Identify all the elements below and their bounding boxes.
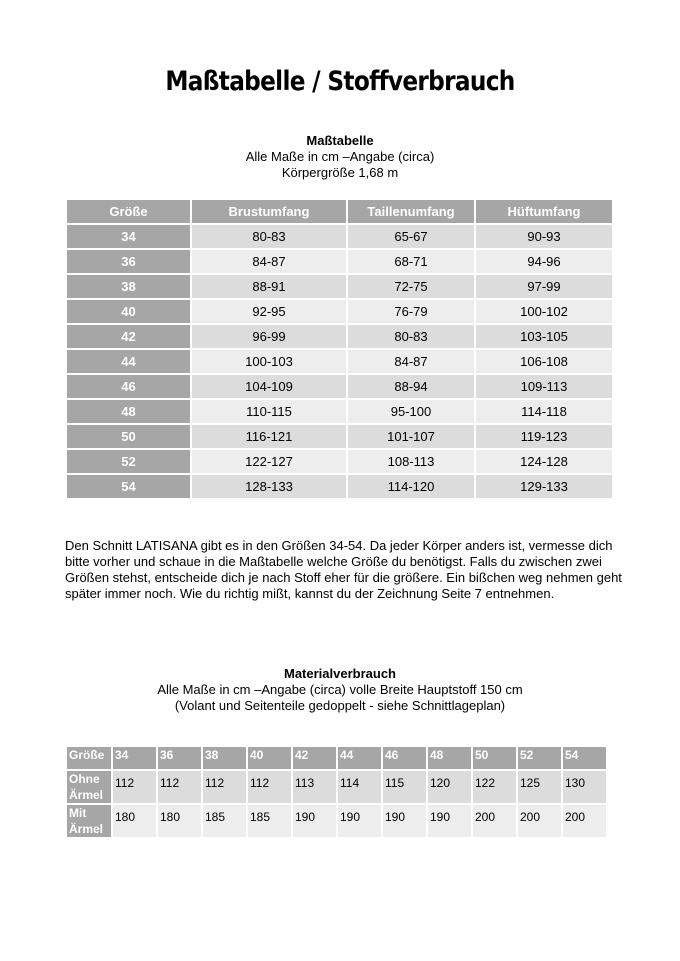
bust-cell: 128-133 bbox=[192, 475, 346, 498]
material-value: 125 bbox=[518, 771, 561, 803]
size-cell: 44 bbox=[67, 350, 190, 373]
table-row bbox=[67, 375, 612, 398]
material-value: 180 bbox=[158, 805, 201, 837]
material-value: 112 bbox=[248, 771, 291, 803]
material-size: 46 bbox=[383, 747, 426, 769]
table-row bbox=[67, 771, 606, 803]
row-label-line: Mit bbox=[69, 806, 87, 820]
material-size: 52 bbox=[518, 747, 561, 769]
bust-cell: 96-99 bbox=[192, 325, 346, 348]
hip-cell: 119-123 bbox=[476, 425, 612, 448]
bust-cell: 84-87 bbox=[192, 250, 346, 273]
material-value: 200 bbox=[563, 805, 606, 837]
table-row bbox=[67, 425, 612, 448]
header-hip: Hüftumfang bbox=[476, 200, 612, 223]
table-row bbox=[67, 350, 612, 373]
material-value: 200 bbox=[473, 805, 516, 837]
size-table-heading-block bbox=[0, 133, 680, 181]
material-value: 112 bbox=[113, 771, 156, 803]
waist-cell: 76-79 bbox=[348, 300, 474, 323]
hip-cell: 100-102 bbox=[476, 300, 612, 323]
hip-cell: 114-118 bbox=[476, 400, 612, 423]
row-label-without-sleeves bbox=[67, 771, 111, 803]
row-label-line: Ärmel bbox=[69, 822, 104, 836]
material-heading: Materialverbrauch bbox=[284, 666, 396, 681]
size-cell: 50 bbox=[67, 425, 190, 448]
row-label-line: Ohne bbox=[69, 772, 100, 786]
material-value: 113 bbox=[293, 771, 336, 803]
waist-cell: 108-113 bbox=[348, 450, 474, 473]
size-cell: 40 bbox=[67, 300, 190, 323]
size-cell: 54 bbox=[67, 475, 190, 498]
table-row bbox=[67, 325, 612, 348]
material-value: 122 bbox=[473, 771, 516, 803]
hip-cell: 90-93 bbox=[476, 225, 612, 248]
size-cell: 46 bbox=[67, 375, 190, 398]
size-table-note: Alle Maße in cm –Angabe (circa) bbox=[245, 149, 435, 164]
material-header-label: Größe bbox=[67, 747, 111, 769]
material-size: 50 bbox=[473, 747, 516, 769]
material-value: 200 bbox=[518, 805, 561, 837]
header-waist: Taillenumfang bbox=[348, 200, 474, 223]
waist-cell: 84-87 bbox=[348, 350, 474, 373]
material-size: 54 bbox=[563, 747, 606, 769]
row-label-line: Ärmel bbox=[69, 788, 104, 802]
table-row bbox=[67, 275, 612, 298]
hip-cell: 129-133 bbox=[476, 475, 612, 498]
size-table bbox=[65, 198, 614, 500]
material-size: 42 bbox=[293, 747, 336, 769]
material-table bbox=[65, 745, 608, 839]
size-cell: 42 bbox=[67, 325, 190, 348]
size-table-heading: Maßtabelle bbox=[306, 133, 374, 148]
bust-cell: 92-95 bbox=[192, 300, 346, 323]
material-size: 40 bbox=[248, 747, 291, 769]
table-row bbox=[67, 250, 612, 273]
material-value: 112 bbox=[158, 771, 201, 803]
header-size: Größe bbox=[67, 200, 190, 223]
hip-cell: 94-96 bbox=[476, 250, 612, 273]
body-height-note: Körpergröße 1,68 m bbox=[281, 165, 399, 180]
size-cell: 48 bbox=[67, 400, 190, 423]
table-row bbox=[67, 450, 612, 473]
material-size: 34 bbox=[113, 747, 156, 769]
material-note-2: (Volant und Seitenteile gedoppelt - siehe Schnittlageplan) bbox=[174, 698, 506, 713]
bust-cell: 110-115 bbox=[192, 400, 346, 423]
material-value: 115 bbox=[383, 771, 426, 803]
size-cell: 52 bbox=[67, 450, 190, 473]
material-value: 185 bbox=[248, 805, 291, 837]
size-table-header-row bbox=[67, 200, 612, 223]
material-value: 190 bbox=[383, 805, 426, 837]
material-heading-block bbox=[0, 666, 680, 714]
waist-cell: 72-75 bbox=[348, 275, 474, 298]
material-header-row bbox=[67, 747, 606, 769]
waist-cell: 95-100 bbox=[348, 400, 474, 423]
bust-cell: 100-103 bbox=[192, 350, 346, 373]
material-value: 190 bbox=[293, 805, 336, 837]
waist-cell: 114-120 bbox=[348, 475, 474, 498]
material-value: 120 bbox=[428, 771, 471, 803]
material-value: 180 bbox=[113, 805, 156, 837]
bust-cell: 116-121 bbox=[192, 425, 346, 448]
waist-cell: 65-67 bbox=[348, 225, 474, 248]
size-cell: 36 bbox=[67, 250, 190, 273]
table-row bbox=[67, 400, 612, 423]
table-row bbox=[67, 225, 612, 248]
waist-cell: 101-107 bbox=[348, 425, 474, 448]
hip-cell: 103-105 bbox=[476, 325, 612, 348]
material-value: 130 bbox=[563, 771, 606, 803]
material-value: 185 bbox=[203, 805, 246, 837]
material-value: 190 bbox=[428, 805, 471, 837]
waist-cell: 68-71 bbox=[348, 250, 474, 273]
hip-cell: 109-113 bbox=[476, 375, 612, 398]
size-cell: 34 bbox=[67, 225, 190, 248]
material-value: 112 bbox=[203, 771, 246, 803]
hip-cell: 106-108 bbox=[476, 350, 612, 373]
hip-cell: 97-99 bbox=[476, 275, 612, 298]
material-size: 44 bbox=[338, 747, 381, 769]
table-row bbox=[67, 300, 612, 323]
waist-cell: 88-94 bbox=[348, 375, 474, 398]
size-cell: 38 bbox=[67, 275, 190, 298]
page-title: Maßtabelle / Stoffverbrauch bbox=[165, 66, 515, 97]
waist-cell: 80-83 bbox=[348, 325, 474, 348]
table-row bbox=[67, 805, 606, 837]
material-size: 48 bbox=[428, 747, 471, 769]
bust-cell: 104-109 bbox=[192, 375, 346, 398]
bust-cell: 122-127 bbox=[192, 450, 346, 473]
row-label-with-sleeves bbox=[67, 805, 111, 837]
bust-cell: 88-91 bbox=[192, 275, 346, 298]
material-value: 190 bbox=[338, 805, 381, 837]
material-size: 36 bbox=[158, 747, 201, 769]
material-value: 114 bbox=[338, 771, 381, 803]
table-row bbox=[67, 475, 612, 498]
material-size: 38 bbox=[203, 747, 246, 769]
header-bust: Brustumfang bbox=[192, 200, 346, 223]
bust-cell: 80-83 bbox=[192, 225, 346, 248]
size-info-paragraph: Den Schnitt LATISANA gibt es in den Größen 34-54. Da jeder Körper anders ist, vermesse dich bitte vorher und schaue in die Maßtabelle welche Größe du benötigst. Falls du zwischen zwei Größen stehst, entscheide dich je nach Stoff eher für die größere. Ein bißchen weg nehmen geht später immer noch. Wie du richtig mißt, kannst du der Zeichnung Seite 7 entnehmen. bbox=[65, 538, 622, 601]
hip-cell: 124-128 bbox=[476, 450, 612, 473]
material-note: Alle Maße in cm –Angabe (circa) volle Breite Hauptstoff 150 cm bbox=[157, 682, 523, 697]
